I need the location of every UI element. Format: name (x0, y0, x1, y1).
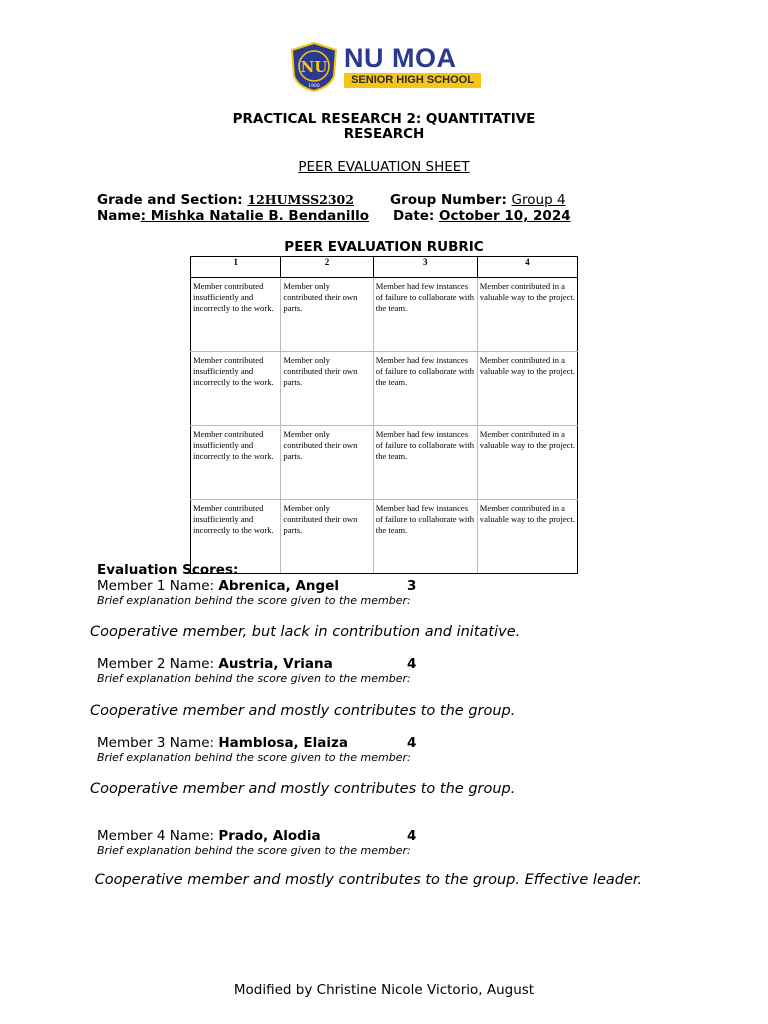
member-4-explanation: Cooperative member and mostly contributes to the group. Effective leader. (90, 872, 643, 888)
rubric-cell: Member contributed in a valuable way to the project. (477, 352, 577, 426)
date-row (393, 208, 581, 224)
rubric-cell: Member contributed insufficiently and incorrectly to the work. (191, 426, 281, 500)
member-score: 4 (407, 656, 417, 672)
member-score: 4 (407, 735, 417, 751)
table-row (191, 500, 578, 574)
rubric-cell: Member had few instances of failure to collaborate with the team. (373, 278, 477, 352)
member-label: Member 1 Name: (97, 578, 219, 594)
rubric-cell: Member contributed in a valuable way to the project. (477, 426, 577, 500)
rubric-cell: Member only contributed their own parts. (281, 500, 373, 574)
group-label: Group Number: (390, 192, 507, 208)
brief-label: Brief explanation behind the score given to the member: (97, 844, 411, 857)
date-value: October 10, 2024 (439, 208, 571, 224)
rubric-cell: Member contributed in a valuable way to the project. (477, 500, 577, 574)
rubric-header-4: 4 (477, 257, 577, 278)
group-number-row (390, 192, 607, 208)
rubric-title: PEER EVALUATION RUBRIC (284, 239, 484, 255)
member-4-line (97, 828, 417, 844)
rubric-cell: Member had few instances of failure to collaborate with the team. (373, 426, 477, 500)
member-3-explanation: Cooperative member and mostly contributes to the group. (90, 781, 516, 797)
member-1-explanation: Cooperative member, but lack in contribution and initative. (90, 624, 521, 640)
member-1-line (97, 578, 417, 594)
group-value: Group 4 (511, 192, 566, 208)
seal-letters: NU (300, 58, 328, 76)
title-line-1: PRACTICAL RESEARCH 2: QUANTITATIVE (232, 111, 536, 127)
evaluation-heading: Evaluation Scores: (97, 562, 239, 578)
grade-section-row (97, 192, 354, 208)
table-row (191, 352, 578, 426)
rubric-cell: Member only contributed their own parts. (281, 352, 373, 426)
rubric-cell: Member contributed in a valuable way to the project. (477, 278, 577, 352)
title-line-2: RESEARCH (343, 126, 425, 142)
member-name: Abrenica, Angel (218, 578, 339, 594)
member-label: Member 3 Name: (97, 735, 219, 751)
rubric-cell: Member contributed insufficiently and incorrectly to the work. (191, 352, 281, 426)
brief-label: Brief explanation behind the score given to the member: (97, 672, 411, 685)
brief-label: Brief explanation behind the score given to the member: (97, 594, 411, 607)
grade-value: 12HUMSS2302 (247, 192, 354, 207)
member-label: Member 4 Name: (97, 828, 219, 844)
rubric-cell: Member had few instances of failure to collaborate with the team. (373, 352, 477, 426)
member-name: Hamblosa, Elaiza (218, 735, 348, 751)
rubric-cell: Member had few instances of failure to collaborate with the team. (373, 500, 477, 574)
member-name: Prado, Alodia (218, 828, 321, 844)
seal-year: 1900 (308, 84, 320, 89)
rubric-header-2: 2 (281, 257, 373, 278)
grade-label: Grade and Section: (97, 192, 243, 208)
member-3-line (97, 735, 417, 751)
member-score: 3 (407, 578, 417, 594)
rubric-table (190, 256, 578, 574)
rubric-cell: Member contributed insufficiently and incorrectly to the work. (191, 278, 281, 352)
name-value: : Mishka Natalie B. Bendanillo (140, 208, 370, 224)
name-label: Name (97, 208, 141, 224)
rubric-cell: Member only contributed their own parts. (281, 278, 373, 352)
member-name: Austria, Vriana (218, 656, 333, 672)
table-row (191, 426, 578, 500)
document-title (150, 112, 618, 142)
shield-icon (290, 42, 338, 92)
member-score: 4 (407, 828, 417, 844)
rubric-header-3: 3 (373, 257, 477, 278)
brief-label: Brief explanation behind the score given to the member: (97, 751, 411, 764)
document-subtitle: PEER EVALUATION SHEET (298, 159, 470, 175)
member-label: Member 2 Name: (97, 656, 219, 672)
rubric-header-1: 1 (191, 257, 281, 278)
rubric-cell: Member contributed insufficiently and incorrectly to the work. (191, 500, 281, 574)
logo-brand: NU MOA (344, 43, 457, 73)
logo-subtitle: SENIOR HIGH SCHOOL (344, 73, 481, 88)
date-label: Date: (393, 208, 435, 224)
member-2-explanation: Cooperative member and mostly contributes to the group. (90, 703, 516, 719)
footer-credit: Modified by Christine Nicole Victorio, August (233, 982, 535, 998)
member-2-line (97, 656, 417, 672)
school-logo (290, 42, 490, 92)
table-row (191, 278, 578, 352)
name-row (97, 208, 369, 224)
rubric-cell: Member only contributed their own parts. (281, 426, 373, 500)
